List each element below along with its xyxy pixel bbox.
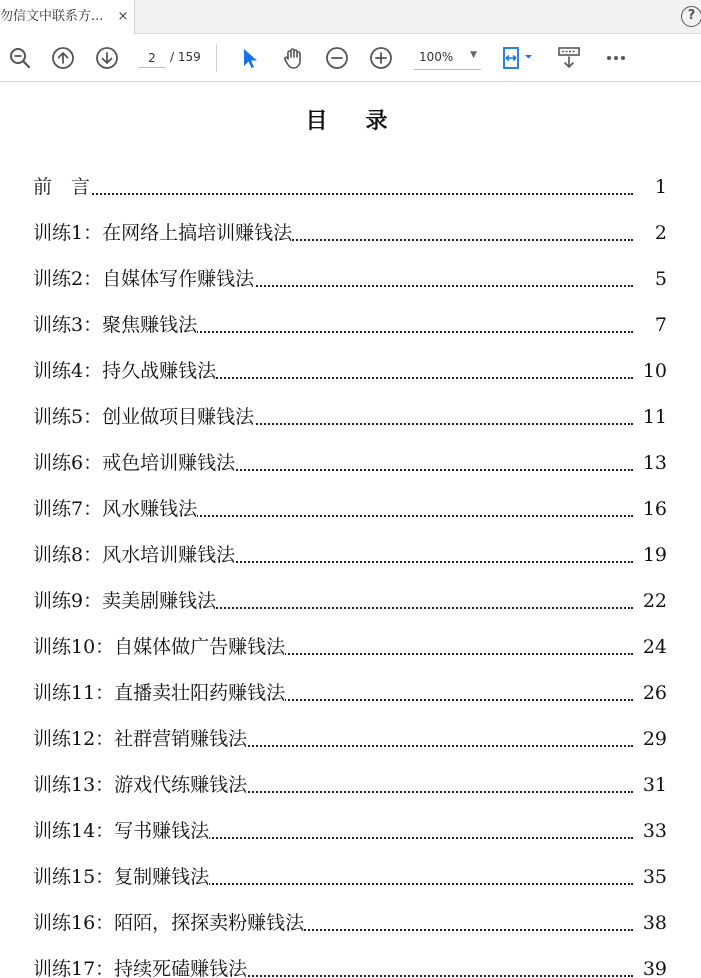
toc-page-number: 16	[642, 498, 667, 520]
zoom-in-icon[interactable]	[369, 46, 393, 70]
toc-entry[interactable]	[33, 312, 667, 338]
toc-page-number: 31	[642, 774, 667, 796]
toc-leader-dots	[33, 193, 633, 195]
toc-entry-title: 训练7：风水赚钱法	[33, 498, 198, 520]
toc-entry[interactable]	[33, 864, 667, 890]
document-tab[interactable]	[0, 0, 135, 34]
toc-entry[interactable]	[33, 404, 667, 430]
zoom-level-select[interactable]	[413, 46, 481, 70]
toc-entry[interactable]	[33, 266, 667, 292]
toc-page-number: 19	[642, 544, 667, 566]
toc-entry[interactable]	[33, 220, 667, 246]
toc-page-number: 33	[642, 820, 667, 842]
toc-entry[interactable]	[33, 910, 667, 936]
toc-entry[interactable]	[33, 358, 667, 384]
toolbar-divider	[216, 44, 217, 72]
toc-entry-title: 训练6：戒色培训赚钱法	[33, 452, 236, 474]
toc-page-number: 2	[654, 222, 667, 244]
toc-page-number: 22	[642, 590, 667, 612]
toc-entry[interactable]	[33, 956, 667, 978]
toc-entry[interactable]	[33, 726, 667, 752]
toc-entry-title: 前 言	[33, 176, 91, 198]
toc-entry[interactable]	[33, 634, 667, 660]
toc-entry-title: 训练16：陌陌，探探卖粉赚钱法	[33, 912, 305, 934]
toc-page-number: 13	[642, 452, 667, 474]
close-tab-icon[interactable]: ×	[117, 9, 129, 24]
zoom-out-icon[interactable]	[325, 46, 349, 70]
toc-page-number: 5	[654, 268, 667, 290]
toc-page-number: 39	[642, 958, 667, 978]
previous-page-icon[interactable]	[51, 46, 75, 70]
toc-entry[interactable]	[33, 542, 667, 568]
toc-page-number: 38	[642, 912, 667, 934]
zoom-level-value: 100%	[419, 50, 454, 64]
toc-entry-title: 训练13：游戏代练赚钱法	[33, 774, 248, 796]
toc-page-number: 26	[642, 682, 667, 704]
toc-entry[interactable]	[33, 450, 667, 476]
toc-entry-title: 训练17：持续死磕赚钱法	[33, 956, 247, 978]
zoom-search-icon[interactable]	[8, 46, 32, 70]
toc-entry[interactable]	[33, 818, 667, 844]
toc-entry-title: 训练3：聚焦赚钱法	[33, 314, 198, 336]
toolbar	[0, 34, 701, 82]
toc-page-number: 10	[642, 360, 667, 382]
toc-entry-title: 训练12：社群营销赚钱法	[33, 728, 248, 750]
toc-entry-title: 训练8：风水培训赚钱法	[33, 544, 236, 566]
page-total-label: / 159	[170, 50, 201, 64]
document-page	[0, 82, 701, 978]
toc-page-number: 35	[642, 866, 667, 888]
next-page-icon[interactable]	[95, 46, 119, 70]
toc-page-number: 29	[642, 728, 667, 750]
scroll-mode-icon[interactable]	[557, 46, 581, 70]
toc-entry[interactable]	[33, 174, 667, 200]
select-cursor-icon[interactable]	[238, 46, 262, 70]
toc-entry-title: 训练1：在网络上搞培训赚钱法	[33, 222, 293, 244]
page-title: 目 录	[305, 108, 396, 134]
help-icon[interactable]: ?	[681, 6, 701, 27]
toc-entry-title: 训练14：写书赚钱法	[33, 820, 210, 842]
toc-entry-title: 训练5：创业做项目赚钱法	[33, 406, 255, 428]
toc-page-number: 7	[654, 314, 667, 336]
tab-title: 勿信文中联系方...	[0, 9, 104, 24]
toc-entry-title: 训练10：自媒体做广告赚钱法	[33, 636, 286, 658]
more-options-icon[interactable]	[604, 46, 628, 70]
fit-page-icon[interactable]	[500, 46, 536, 70]
toc-page-number: 1	[654, 176, 667, 198]
page-number-input[interactable]	[138, 48, 166, 68]
toc-entry[interactable]	[33, 772, 667, 798]
tab-bar	[0, 0, 701, 34]
toc-entry-title: 训练2：自媒体写作赚钱法	[33, 268, 255, 290]
toc-entry[interactable]	[33, 496, 667, 522]
toc-entry-title: 训练4：持久战赚钱法	[33, 360, 217, 382]
toc-page-number: 11	[642, 406, 667, 428]
toc-entry[interactable]	[33, 588, 667, 614]
toc-page-number: 24	[642, 636, 667, 658]
hand-tool-icon[interactable]	[281, 46, 305, 70]
toc-entry[interactable]	[33, 680, 667, 706]
toc-entry-title: 训练11：直播卖壮阳药赚钱法	[33, 682, 286, 704]
toc-entry-title: 训练9：卖美剧赚钱法	[33, 590, 217, 612]
chevron-down-icon: ▼	[470, 50, 477, 60]
toc-entry-title: 训练15：复制赚钱法	[33, 866, 210, 888]
